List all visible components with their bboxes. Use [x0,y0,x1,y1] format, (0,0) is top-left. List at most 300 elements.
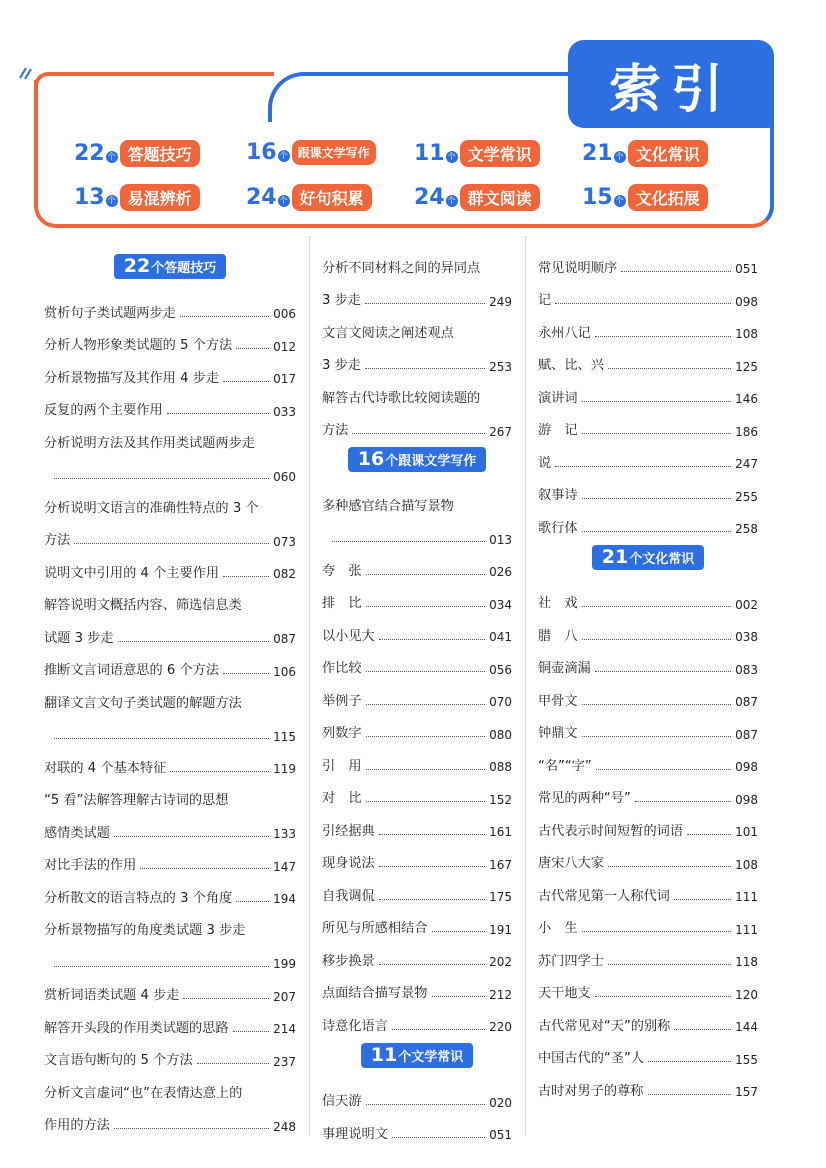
index-entry [322,742,512,775]
summary-item [246,184,372,211]
index-entry [322,374,512,407]
page-number: 144 [735,1020,758,1035]
dot-leader [366,704,486,705]
entry-title: 演讲词 [538,390,578,406]
page-number: 017 [273,372,296,387]
summary-label: 好句积累 [292,184,372,211]
page-number: 087 [273,632,296,647]
page-number: 087 [735,695,758,710]
index-entry [44,809,296,842]
column-divider [309,236,310,1136]
dot-leader [365,368,485,369]
dot-leader [140,868,269,869]
dot-leader [608,964,731,965]
entry-title: 赏析句子类试题两步走 [44,305,176,321]
section-tag [592,545,704,570]
index-entry [538,612,758,645]
page-number: 191 [489,922,512,937]
index-entry [538,645,758,678]
dot-leader [379,834,485,835]
summary-label: 文学常识 [460,140,540,167]
dot-leader [236,901,269,902]
summary-count: 24 [246,185,277,210]
summary-unit: 个 [447,195,456,205]
entry-title: 解答开头段的作用类试题的思路 [44,1020,229,1036]
entry-title: 分析景物描写的角度类试题 3 步走 [44,923,246,939]
index-entry [44,1004,296,1037]
index-entry [322,970,512,1003]
entry-title: 列数字 [322,726,362,742]
page-number: 111 [735,922,758,937]
entry-list [44,289,296,1134]
entry-title: 常见的两种“号” [538,791,631,807]
page-number: 199 [273,957,296,972]
entry-title: 夸 张 [322,563,362,579]
section-tag [114,254,226,279]
dot-leader [379,899,485,900]
summary-item [582,184,708,211]
dot-leader [392,1029,485,1030]
summary-item [414,140,540,167]
index-entry [538,1002,758,1035]
page-number: 098 [735,792,758,807]
index-entry [538,504,758,537]
dot-leader [595,996,731,997]
index-entry [44,1037,296,1070]
page-number: 237 [273,1054,296,1069]
page-number: 248 [273,1119,296,1134]
index-entry [44,452,296,485]
page-number: 020 [489,1095,512,1110]
entry-title: 分析说明方法及其作用类试题两步走 [44,435,255,451]
dot-leader [379,964,485,965]
summary-label: 文化拓展 [628,184,708,211]
dot-leader [118,641,270,642]
index-entry [538,840,758,873]
page-number: 012 [273,339,296,354]
entry-title: 方法 [44,533,71,549]
index-entry [538,374,758,407]
entry-title: 古代常见第一人称代词 [538,888,670,904]
entry-title: 古代表示时间短暂的词语 [538,823,684,839]
page-number: 006 [273,307,296,322]
dot-leader [674,1029,731,1030]
entry-list [322,244,512,439]
index-entry [322,807,512,840]
index-entry [44,322,296,355]
page-number: 133 [273,827,296,842]
index-entry [322,612,512,645]
index-entry [538,244,758,277]
index-entry [322,244,512,277]
summary-count: 16 [246,140,277,165]
index-entry [44,517,296,550]
page-number: 120 [735,987,758,1002]
page-number: 108 [735,857,758,872]
section-label: 个跟课文学写作 [385,454,477,469]
index-entry [538,1035,758,1068]
entry-title: 苏门四学士 [538,953,604,969]
index-entry [322,710,512,743]
index-entry [538,309,758,342]
summary-unit: 个 [615,151,624,161]
dot-leader [223,576,269,577]
summary-item [414,184,540,211]
page-number: 119 [273,762,296,777]
index-entry [322,482,512,515]
entry-title: 反复的两个主要作用 [44,403,163,419]
dot-leader [582,531,732,532]
section-heading [44,254,296,279]
index-entry [538,472,758,505]
page-number: 258 [735,522,758,537]
page-number: 214 [273,1022,296,1037]
page-number: 186 [735,424,758,439]
page-number: 033 [273,404,296,419]
index-entry [538,710,758,743]
entry-title: 解答古代诗歌比较阅读题的 [322,390,481,406]
entry-title: 歌行体 [538,520,578,536]
index-entry [44,744,296,777]
index-column-3 [538,244,758,1100]
entry-title: 甲骨文 [538,693,578,709]
dot-leader [183,998,269,999]
index-entry [322,309,512,342]
index-entry [538,970,758,1003]
page-number: 098 [735,760,758,775]
page-number: 152 [489,792,512,807]
dot-leader [223,381,269,382]
summary-label: 答题技巧 [120,140,200,167]
dot-leader [54,478,269,479]
index-summary [74,140,734,220]
entry-title: 感情类试题 [44,825,110,841]
entry-title: 事理说明文 [322,1126,388,1142]
page-number: 083 [735,662,758,677]
entry-title: 排 比 [322,596,362,612]
entry-title: 天干地支 [538,986,591,1002]
dot-leader [170,771,269,772]
entry-list [322,482,512,1035]
entry-title: 所见与所感相结合 [322,921,428,937]
dot-leader [608,866,731,867]
page-number: 088 [489,760,512,775]
dot-leader [582,704,732,705]
dot-leader [365,303,485,304]
page-number: 026 [489,565,512,580]
section-tag [348,447,486,472]
index-entry [44,484,296,517]
index-entry [538,1067,758,1100]
entry-title: 分析人物形象类试题的 5 个方法 [44,338,233,354]
page-number: 125 [735,359,758,374]
page-number: 101 [735,825,758,840]
dot-leader [648,1061,731,1062]
index-entry [322,677,512,710]
dot-leader [595,671,731,672]
summary-count: 11 [414,141,445,166]
entry-title: 作用的方法 [44,1118,110,1134]
entry-title: 分析散文的语言特点的 3 个角度 [44,890,233,906]
dot-leader [366,769,486,770]
entry-title: “5 看”法解答理解古诗词的思想 [44,793,229,809]
page-number: 051 [489,1128,512,1143]
entry-title: 自我调侃 [322,888,375,904]
dot-leader [596,769,731,770]
page-number: 111 [735,890,758,905]
entry-title: 对 比 [322,791,362,807]
index-entry [44,614,296,647]
page-number: 080 [489,727,512,742]
index-entry [44,874,296,907]
entry-title: 记 [538,293,552,309]
entry-title: 分析不同材料之间的异同点 [322,260,481,276]
page-number: 220 [489,1020,512,1035]
dot-leader [54,738,269,739]
dot-leader [621,271,731,272]
summary-count: 22 [74,141,105,166]
section-label: 个文学常识 [398,1049,464,1065]
index-entry [44,549,296,582]
entry-title: 永州八记 [538,325,591,341]
page-number: 115 [273,729,296,744]
dot-leader [332,541,485,542]
index-column-1 [44,246,296,1134]
index-entry [322,645,512,678]
dot-leader [366,1104,486,1105]
entry-title: 社 戏 [538,596,578,612]
page-title: 索引 [568,40,774,128]
dot-leader [674,899,731,900]
summary-item [74,184,200,211]
entry-title: 分析文言虚词“也”在表情达意上的 [44,1085,243,1101]
entry-title: 解答说明文概括内容、筛选信息类 [44,598,242,614]
decor-stripes-icon [18,66,32,80]
dot-leader [180,316,269,317]
entry-title: 诗意化语言 [322,1018,388,1034]
section-label: 个文化常识 [629,551,695,567]
page-number: 212 [489,987,512,1002]
index-entry [44,842,296,875]
entry-title: 翻译文言文句子类试题的解题方法 [44,695,242,711]
index-entry [538,775,758,808]
entry-title: 推断文言词语意思的 6 个方法 [44,663,220,679]
dot-leader [555,303,731,304]
dot-leader [114,1128,269,1129]
dot-leader [595,336,731,337]
index-entry [44,647,296,680]
index-entry [322,515,512,548]
entry-title: 移步换景 [322,953,375,969]
summary-item [582,140,708,167]
index-entry [44,907,296,940]
page-number: 108 [735,327,758,342]
entry-title: 引 用 [322,758,362,774]
index-entry [538,342,758,375]
index-entry [538,439,758,472]
index-entry [322,277,512,310]
page-number: 070 [489,695,512,710]
entry-title: 文言语句断句的 5 个方法 [44,1053,193,1069]
dot-leader [366,574,486,575]
page-number: 041 [489,630,512,645]
summary-unit: 个 [279,150,288,160]
summary-label: 易混辨析 [120,184,200,211]
entry-title: 赏析词语类试题 4 步走 [44,988,180,1004]
entry-title: 分析景物描写及其作用 4 步走 [44,370,220,386]
index-entry [44,679,296,712]
page-number: 060 [273,469,296,484]
index-entry [538,277,758,310]
entry-list [322,1078,512,1143]
page-number: 175 [489,890,512,905]
entry-title: 3 步走 [322,358,361,374]
dot-leader [54,966,269,967]
page-number: 118 [735,955,758,970]
page-number: 247 [735,457,758,472]
page-number: 167 [489,857,512,872]
dot-leader [582,931,732,932]
summary-unit: 个 [107,151,116,161]
summary-count: 21 [582,141,613,166]
page-number: 157 [735,1085,758,1100]
index-entry [44,419,296,452]
page-number: 155 [735,1052,758,1067]
entry-title: 以小见大 [322,628,375,644]
entry-title: 多种感官结合描写景物 [322,498,454,514]
entry-title: 说 [538,455,552,471]
index-entry [322,872,512,905]
page-number: 202 [489,955,512,970]
dot-leader [432,996,486,997]
dot-leader [366,671,486,672]
index-entry [538,807,758,840]
page-number: 056 [489,662,512,677]
entry-title: “名”“字” [538,758,592,774]
entry-title: 赋、比、兴 [538,358,604,374]
summary-unit: 个 [279,195,288,205]
index-entry [44,1102,296,1135]
section-heading [322,1043,512,1068]
entry-title: 小 生 [538,921,578,937]
index-entry [44,582,296,615]
section-heading [538,545,758,570]
section-tag [361,1043,473,1068]
entry-title: 3 步走 [322,293,361,309]
index-entry [44,712,296,745]
dot-leader [114,836,269,837]
dot-leader [432,931,486,932]
section-count: 11 [370,1043,398,1066]
index-entry [322,547,512,580]
page-number: 073 [273,534,296,549]
index-entry [538,407,758,440]
entry-title: 举例子 [322,693,362,709]
entry-title: 铜壶滴漏 [538,661,591,677]
index-entry [44,777,296,810]
page-number: 146 [735,392,758,407]
entry-title: 常见说明顺序 [538,260,618,276]
section-count: 21 [601,545,629,568]
entry-title: 方法 [322,423,349,439]
index-entry [44,972,296,1005]
dot-leader [582,606,732,607]
column-divider [525,236,526,1136]
page-number: 147 [273,859,296,874]
entry-title: 古时对男子的尊称 [538,1083,644,1099]
index-entry [44,1069,296,1102]
entry-title: 对联的 4 个基本特征 [44,760,167,776]
index-entry [538,742,758,775]
entry-title: 钟鼎文 [538,726,578,742]
summary-count: 13 [74,185,105,210]
dot-leader [366,801,486,802]
entry-list [538,580,758,1100]
summary-label: 群文阅读 [460,184,540,211]
index-entry [322,1078,512,1111]
page-number: 038 [735,630,758,645]
dot-leader [608,368,731,369]
page-number: 253 [489,359,512,374]
index-entry [322,840,512,873]
dot-leader [635,801,731,802]
dot-leader [236,348,269,349]
summary-item [74,140,200,167]
entry-title: 信天游 [322,1094,362,1110]
entry-title: 引经据典 [322,823,375,839]
index-entry [44,289,296,322]
page-number: 207 [273,989,296,1004]
entry-title: 叙事诗 [538,488,578,504]
dot-leader [582,433,732,434]
entry-title: 腊 八 [538,628,578,644]
page-number: 161 [489,825,512,840]
summary-label: 跟课文学写作 [292,140,376,165]
entry-title: 说明文中引用的 4 个主要作用 [44,565,220,581]
index-entry [538,580,758,613]
page-number: 087 [735,727,758,742]
page-number: 051 [735,262,758,277]
entry-title: 古代常见对“天”的别称 [538,1018,671,1034]
dot-leader [352,433,485,434]
index-entry [322,937,512,970]
dot-leader [379,866,485,867]
summary-item [246,140,376,165]
page-number: 267 [489,424,512,439]
index-entry [322,775,512,808]
index-entry [322,407,512,440]
dot-leader [648,1094,732,1095]
section-heading [322,447,512,472]
entry-title: 对比手法的作用 [44,858,137,874]
entry-list [538,244,758,537]
dot-leader [74,543,269,544]
summary-label: 文化常识 [628,140,708,167]
index-entry [322,1002,512,1035]
index-entry [538,872,758,905]
entry-title: 试题 3 步走 [44,630,114,646]
dot-leader [223,673,269,674]
dot-leader [555,466,731,467]
page-number: 106 [273,664,296,679]
index-entry [44,939,296,972]
index-entry [538,937,758,970]
page-number: 255 [735,489,758,504]
index-entry [538,677,758,710]
dot-leader [582,639,732,640]
index-entry [538,905,758,938]
page-number: 249 [489,294,512,309]
